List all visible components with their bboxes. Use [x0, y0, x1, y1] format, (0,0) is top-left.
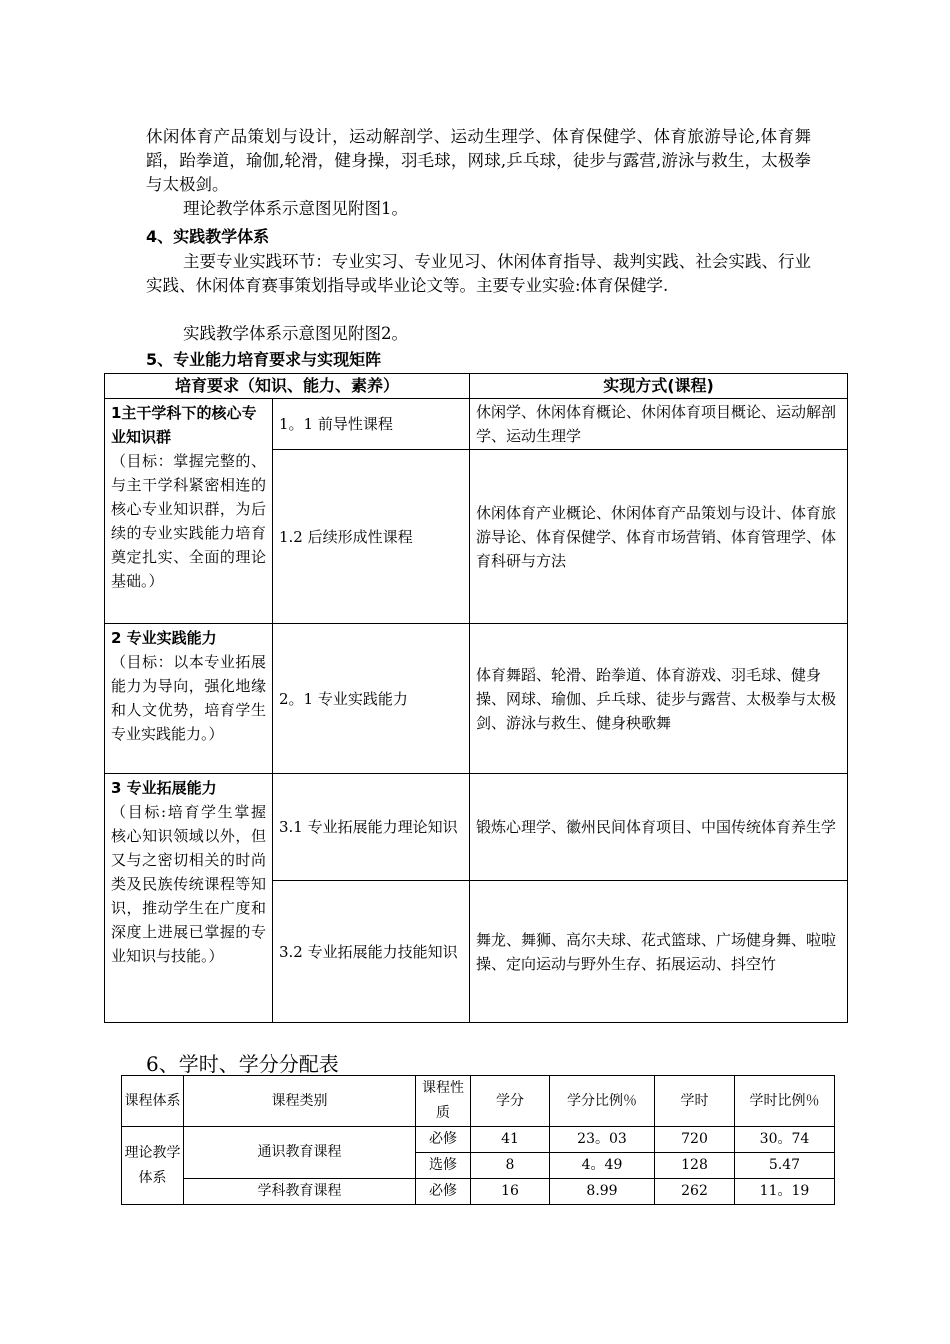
group-title: 1主干学科下的核心专业知识群 — [111, 404, 257, 446]
hours-ratio-cell: 30。74 — [735, 1127, 835, 1153]
section-5-title: 5、专业能力培育要求与实现矩阵 — [146, 350, 382, 369]
credit-cell: 8 — [471, 1153, 550, 1179]
course-list: 休闲体育产业概论、休闲体育产品策划与设计、体育旅游导论、体育保健学、体育市场营销、体育管理学、体育科研与方法 — [470, 450, 848, 624]
intro-paragraph: 休闲体育产品策划与设计，运动解剖学、运动生理学、体育保健学、体育旅游导论,体育舞蹈，跆拳道，瑜伽,轮滑，健身操，羽毛球，网球,乒乓球，徒步与露营,游泳与救生，太极拳与太极剑。 — [146, 127, 811, 194]
credit-ratio-cell: 4。49 — [550, 1153, 655, 1179]
credit-cell: 41 — [471, 1127, 550, 1153]
requirement-group-1 — [105, 399, 273, 624]
sub-requirement: 1。1 前导性课程 — [273, 399, 470, 450]
course-category-cell: 学科教育课程 — [184, 1179, 416, 1205]
course-nature-cell: 必修 — [416, 1127, 471, 1153]
course-system-cell: 理论教学体系 — [122, 1127, 184, 1205]
group-description: （目标：以本专业拓展能力为导向，强化地缘和人文优势，培育学生专业实践能力。） — [111, 653, 266, 743]
theory-note: 理论教学体系示意图见附图1。 — [183, 199, 408, 218]
header-hours: 学时 — [655, 1076, 735, 1127]
sub-requirement: 3.1 专业拓展能力理论知识 — [273, 774, 470, 881]
hours-cell: 262 — [655, 1179, 735, 1205]
sub-requirement: 2。1 专业实践能力 — [273, 624, 470, 774]
section-4-title: 4、实践教学体系 — [146, 227, 270, 246]
hours-cell: 128 — [655, 1153, 735, 1179]
table-row — [105, 774, 848, 881]
hours-cell: 720 — [655, 1127, 735, 1153]
hours-ratio-cell: 5.47 — [735, 1153, 835, 1179]
header-course-system: 课程体系 — [122, 1076, 184, 1127]
header-hours-ratio: 学时比例％ — [735, 1076, 835, 1127]
credit-ratio-cell: 8.99 — [550, 1179, 655, 1205]
practice-note: 实践教学体系示意图见附图2。 — [183, 324, 408, 343]
course-list: 锻炼心理学、徽州民间体育项目、中国传统体育养生学 — [470, 774, 848, 881]
ability-matrix-table — [104, 373, 848, 1023]
group-description: （目标:培育学生掌握核心知识领域以外，但又与之密切相关的时尚类及民族传统课程等知识，推动学生在广度和深度上进展已掌握的专业知识与技能。） — [111, 803, 266, 965]
header-requirements: 培育要求（知识、能力、素养） — [105, 374, 470, 399]
group-description: （目标：掌握完整的、与主干学科紧密相连的核心专业知识群，为后续的专业实践能力培育奠定扎实、全面的理论基础。） — [111, 452, 266, 590]
header-course-nature: 课程性质 — [416, 1076, 471, 1127]
credits-header-row — [122, 1076, 835, 1127]
course-nature-cell: 必修 — [416, 1179, 471, 1205]
table-row — [105, 624, 848, 774]
credit-cell: 16 — [471, 1179, 550, 1205]
matrix-header-row — [105, 374, 848, 399]
table-row — [122, 1179, 835, 1205]
credit-hours-table — [121, 1075, 835, 1205]
group-title: 3 专业拓展能力 — [111, 779, 217, 797]
header-course-category: 课程类别 — [184, 1076, 416, 1127]
requirement-group-3 — [105, 774, 273, 1023]
course-list: 体育舞蹈、轮滑、跆拳道、体育游戏、羽毛球、健身操、网球、瑜伽、乒乓球、徒步与露营、太极拳与太极剑、游泳与救生、健身秧歌舞 — [470, 624, 848, 774]
course-list: 舞龙、舞狮、高尔夫球、花式篮球、广场健身舞、啦啦操、定向运动与野外生存、拓展运动、抖空竹 — [470, 881, 848, 1023]
header-implementation: 实现方式(课程) — [470, 374, 848, 399]
section-6-title: 6、学时、学分分配表 — [146, 1052, 339, 1076]
sub-requirement: 3.2 专业拓展能力技能知识 — [273, 881, 470, 1023]
course-list: 休闲学、休闲体育概论、休闲体育项目概论、运动解剖学、运动生理学 — [470, 399, 848, 450]
hours-ratio-cell: 11。19 — [735, 1179, 835, 1205]
sub-requirement: 1.2 后续形成性课程 — [273, 450, 470, 624]
header-credit-ratio: 学分比例％ — [550, 1076, 655, 1127]
header-credit: 学分 — [471, 1076, 550, 1127]
table-row — [105, 399, 848, 450]
course-category-cell: 通识教育课程 — [184, 1127, 416, 1179]
table-row — [122, 1127, 835, 1153]
course-nature-cell: 选修 — [416, 1153, 471, 1179]
requirement-group-2 — [105, 624, 273, 774]
section-4-paragraph: 主要专业实践环节：专业实习、专业见习、休闲体育指导、裁判实践、社会实践、行业实践、休闲体育赛事策划指导或毕业论文等。主要专业实验:体育保健学. — [146, 252, 811, 295]
credit-ratio-cell: 23。03 — [550, 1127, 655, 1153]
group-title: 2 专业实践能力 — [111, 629, 217, 647]
